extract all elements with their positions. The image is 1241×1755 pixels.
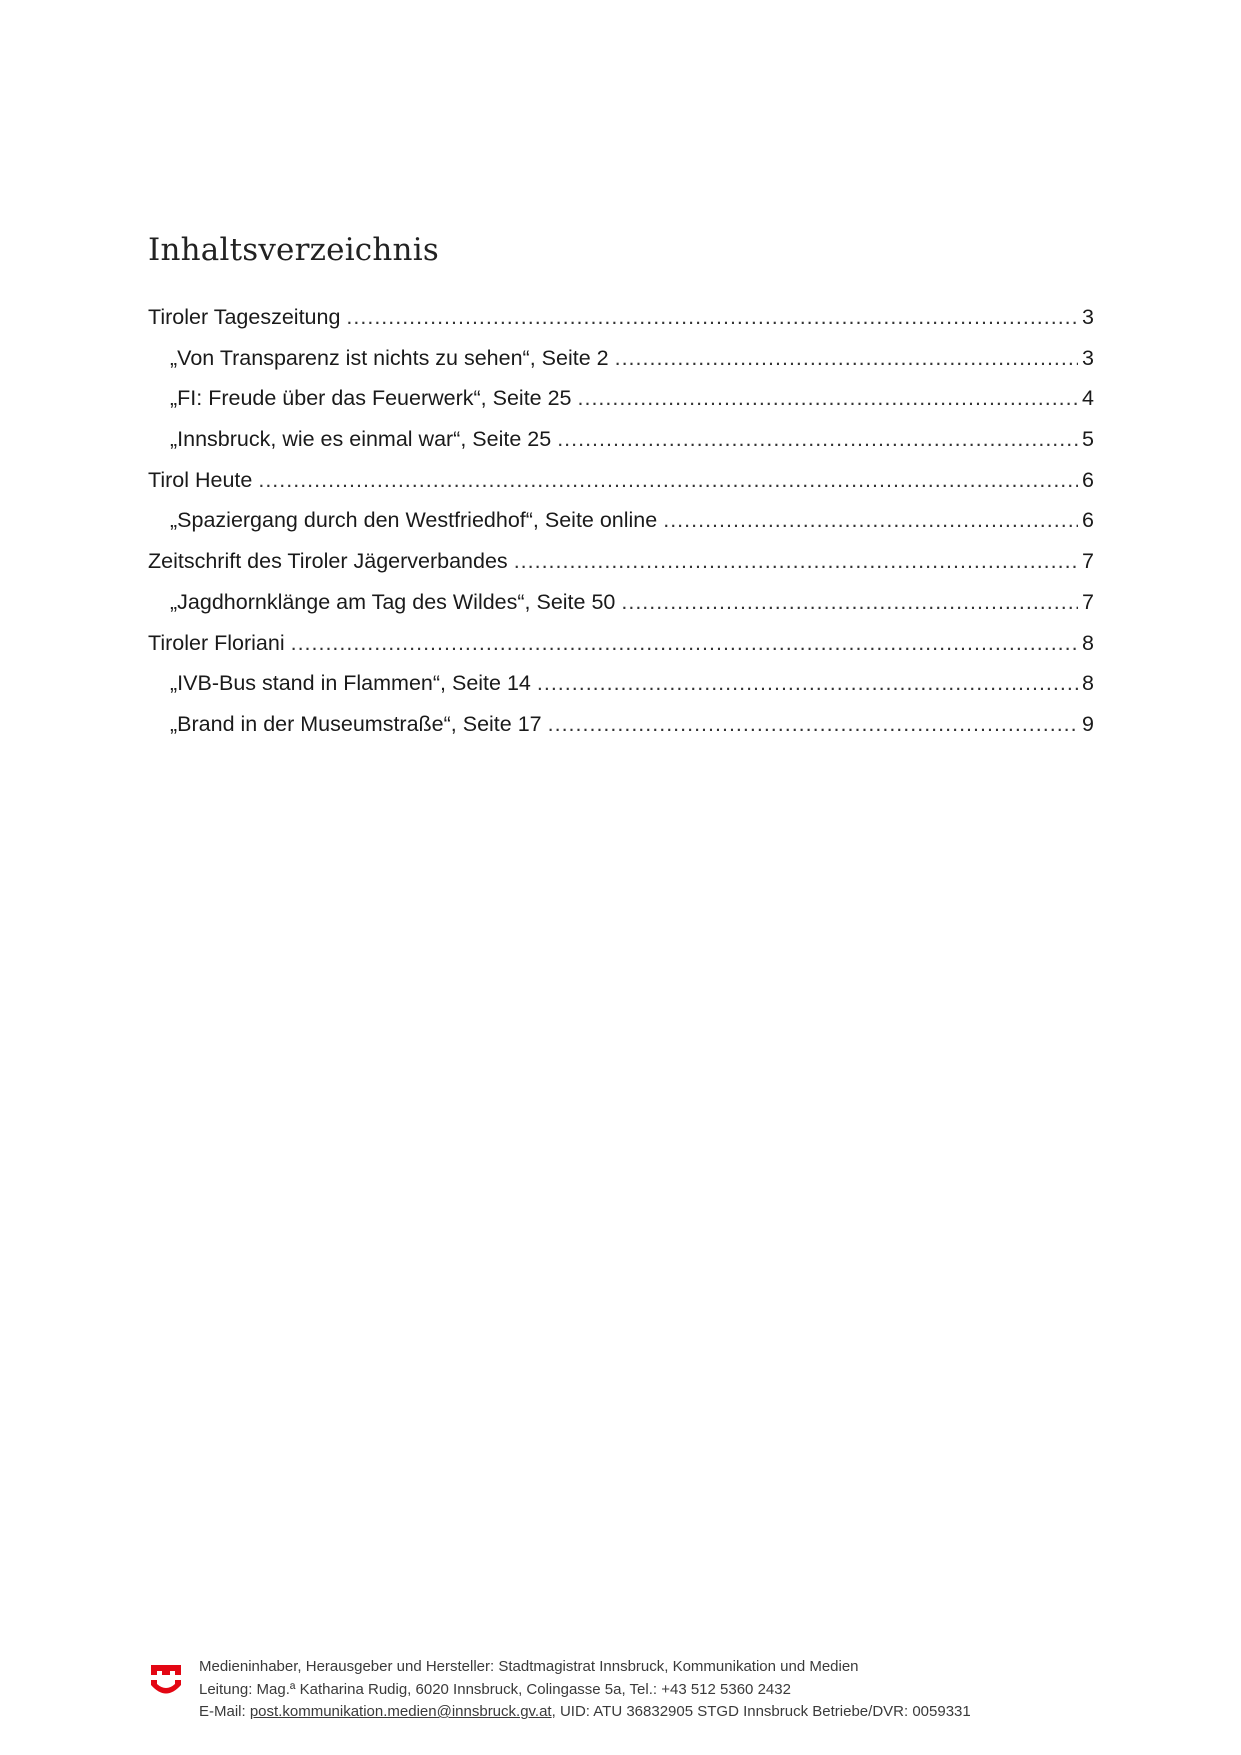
toc-entry[interactable] xyxy=(148,468,1094,509)
email-label: E-Mail: xyxy=(199,1703,250,1720)
toc-entry-page: 8 xyxy=(1082,671,1094,696)
toc-entry-page: 8 xyxy=(1082,630,1094,655)
imprint xyxy=(199,1656,971,1724)
legal-ids: , UID: ATU 36832905 STGD Innsbruck Betriebe/DVR: 0059331 xyxy=(551,1703,971,1720)
toc-entry[interactable] xyxy=(148,346,1094,387)
toc-entry-title: Tiroler Tageszeitung xyxy=(148,305,341,329)
toc-entry-title: „IVB-Bus stand in Flammen“, Seite 14 xyxy=(170,671,531,696)
toc-entry[interactable] xyxy=(148,386,1094,427)
toc-dot-leader xyxy=(346,305,1078,330)
innsbruck-city-logo-icon xyxy=(150,1662,182,1702)
toc-heading: Inhaltsverzeichnis xyxy=(148,232,439,268)
toc-entry[interactable] xyxy=(148,590,1094,631)
toc-entry-page: 3 xyxy=(1082,345,1094,370)
toc-dot-leader xyxy=(537,671,1078,696)
toc-dot-leader xyxy=(621,590,1078,615)
email-link[interactable]: post.kommunikation.medien@innsbruck.gv.at xyxy=(249,1703,552,1720)
toc-dot-leader xyxy=(258,468,1078,493)
toc-entry-page: 6 xyxy=(1082,467,1094,492)
toc-entry-title: Tirol Heute xyxy=(148,467,253,492)
toc-dot-leader xyxy=(557,427,1078,452)
toc-entry-title: Tiroler Floriani xyxy=(148,630,285,655)
toc-dot-leader xyxy=(514,549,1078,574)
toc-entry[interactable] xyxy=(148,549,1094,590)
toc-entry[interactable] xyxy=(148,508,1094,549)
toc-entry-title: „Jagdhornklänge am Tag des Wildes“, Seite 50 xyxy=(170,589,616,614)
toc-entry[interactable] xyxy=(148,671,1094,712)
toc-entry[interactable] xyxy=(148,631,1094,672)
toc-entry-title: „Brand in der Museumstraße“, Seite 17 xyxy=(170,711,542,736)
toc-entry-title: „Spaziergang durch den Westfriedhof“, Seite online xyxy=(170,508,658,533)
imprint-legal xyxy=(199,1701,971,1724)
toc-entry-page: 7 xyxy=(1082,589,1094,614)
toc-entry-page: 4 xyxy=(1082,386,1094,411)
toc-entry[interactable] xyxy=(148,305,1094,346)
toc-dot-leader xyxy=(615,346,1078,371)
toc-entry[interactable] xyxy=(148,712,1094,753)
toc-entry-title: Zeitschrift des Tiroler Jägerverbandes xyxy=(148,549,508,574)
imprint-publisher: Medieninhaber, Herausgeber und Hersteller: Stadtmagistrat Innsbruck, Kommunikation und Medien xyxy=(199,1658,859,1675)
toc-dot-leader xyxy=(663,508,1078,533)
toc-entry-page: 9 xyxy=(1082,711,1094,736)
toc-entry-page: 6 xyxy=(1082,508,1094,533)
toc-entry-title: „FI: Freude über das Feuerwerk“, Seite 25 xyxy=(170,386,572,411)
imprint-contact: Leitung: Mag.ª Katharina Rudig, 6020 Innsbruck, Colingasse 5a, Tel.: +43 512 5360 2432 xyxy=(199,1680,791,1698)
toc-entry-page: 3 xyxy=(1082,305,1094,329)
toc-dot-leader xyxy=(291,631,1078,656)
toc-dot-leader xyxy=(578,386,1078,411)
toc-entry-title: „Innsbruck, wie es einmal war“, Seite 25 xyxy=(170,427,552,452)
toc-dot-leader xyxy=(548,712,1078,737)
toc-entry[interactable] xyxy=(148,427,1094,468)
toc-entry-page: 5 xyxy=(1082,427,1094,452)
toc-entry-page: 7 xyxy=(1082,549,1094,574)
toc-entry-title: „Von Transparenz ist nichts zu sehen“, Seite 2 xyxy=(170,345,609,370)
table-of-contents xyxy=(148,305,1094,753)
